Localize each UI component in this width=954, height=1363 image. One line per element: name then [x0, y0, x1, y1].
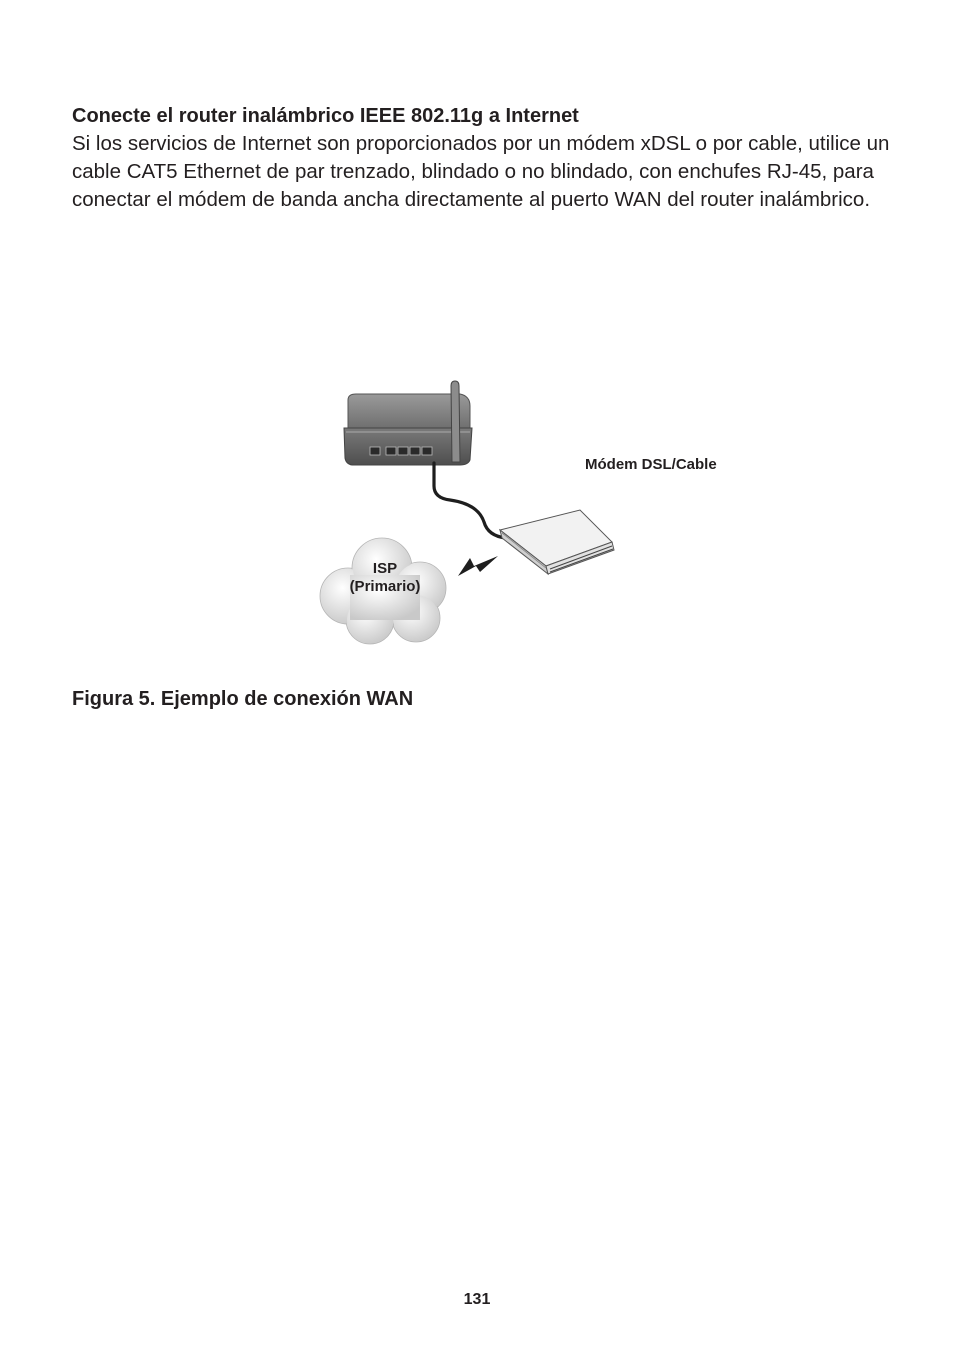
router-icon — [344, 381, 472, 465]
wan-connection-figure — [300, 370, 780, 660]
isp-label-line2: (Primario) — [349, 578, 421, 595]
lightning-icon — [458, 556, 498, 576]
isp-label — [340, 560, 430, 596]
isp-label-line1: ISP — [372, 560, 398, 577]
figure-caption: Figura 5. Ejemplo de conexión WAN — [72, 688, 414, 710]
modem-icon — [500, 510, 614, 574]
page-number: 131 — [463, 1291, 491, 1308]
body-paragraph: Si los servicios de Internet son proporcionados por un módem xDSL o por cable, utilice un cable CAT5 Ethernet de par trenzado, blindado o no blindado, con enchufes RJ-45, para conectar el módem de banda ancha directamente al puerto WAN del router inalámbrico. — [72, 132, 890, 211]
modem-label: Módem DSL/Cable — [585, 456, 717, 473]
section-heading: Conecte el router inalámbrico IEEE 802.11g a Internet — [72, 105, 579, 127]
ethernet-cable — [434, 463, 506, 538]
wan-diagram — [300, 370, 780, 660]
